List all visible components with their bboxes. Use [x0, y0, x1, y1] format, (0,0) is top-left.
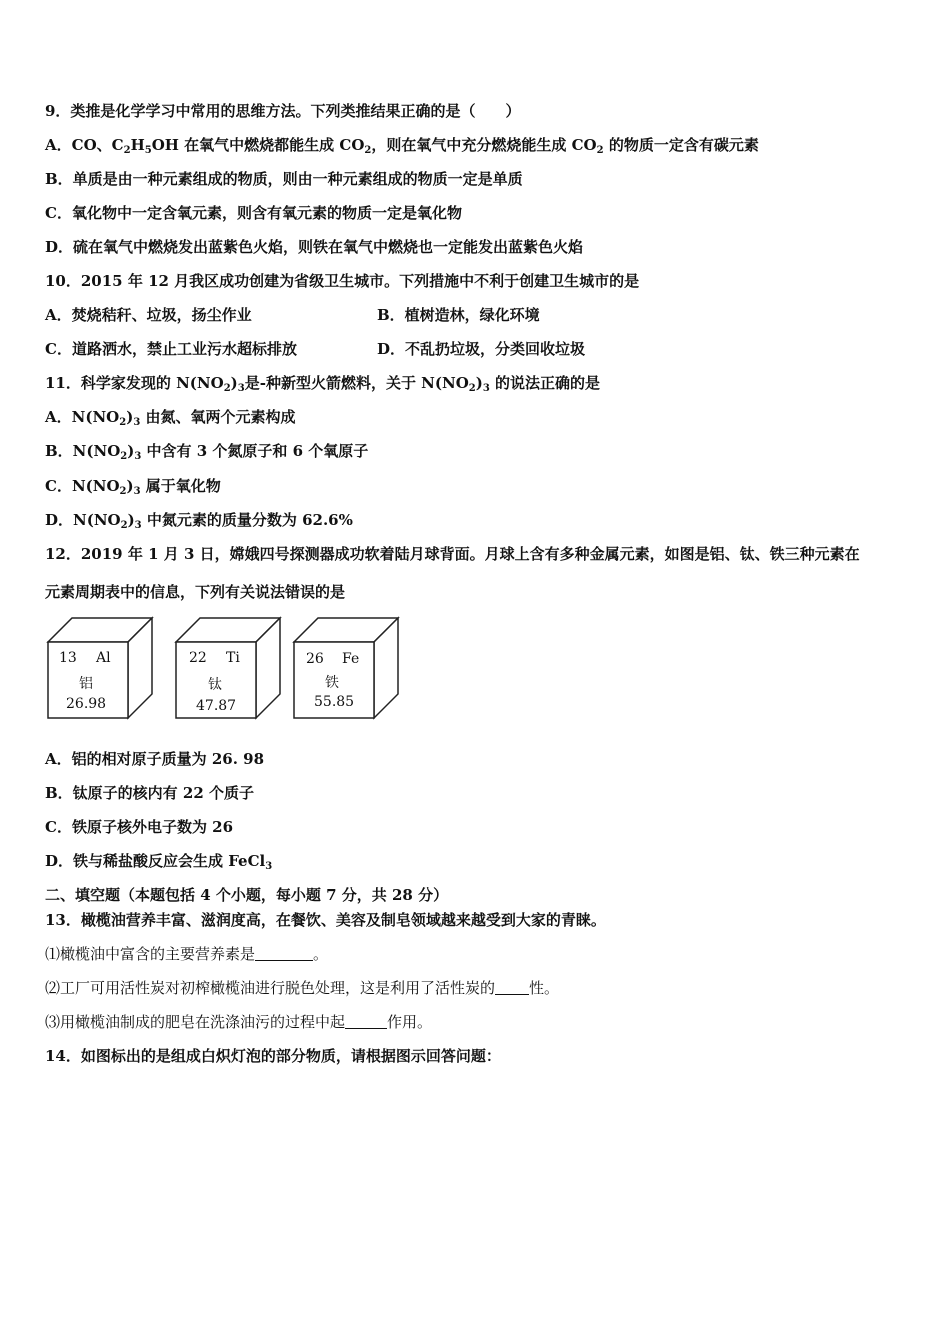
q12-option-a: A．铝的相对原子质量为 26. 98 — [45, 750, 265, 768]
q13-stem: 13．橄榄油营养丰富、滋润度高，在餐饮、美容及制皂领域越来越受到大家的青睐。 — [45, 911, 606, 929]
q10-option-a: A．焚烧秸秆、垃圾，扬尘作业 — [45, 306, 252, 324]
element-card-titanium — [174, 616, 284, 722]
q10-option-c: C．道路洒水，禁止工业污水超标排放 — [45, 340, 297, 358]
q13-part-3: ⑶用橄榄油制成的肥皂在洗涤油污的过程中起 作用。 — [45, 1013, 433, 1031]
section-heading: 二、填空题（本题包括 4 个小题，每小题 7 分，共 28 分） — [45, 886, 449, 904]
q11-option-c: C．$N(NO_2)_3$ 属于氧化物 — [45, 477, 221, 497]
answer-blank[interactable] — [495, 980, 529, 995]
element-number: 26 — [306, 651, 324, 667]
answer-blank[interactable] — [345, 1014, 387, 1029]
q12-stem-line1: 12．2019 年 1 月 3 日，嫦娥四号探测器成功软着陆月球背面。月球上含有多种金属元素，如图是铝、钛、铁三种元素在 — [45, 545, 860, 563]
q10-option-d: D．不乱扔垃圾，分类回收垃圾 — [377, 340, 586, 358]
q12-option-b: B．钛原子的核内有 22 个质子 — [45, 784, 254, 802]
q9-stem: 9．类推是化学学习中常用的思维方法。下列类推结果正确的是（ ） — [45, 102, 521, 120]
element-number: 22 — [189, 650, 207, 666]
q11-option-a: A．$N(NO_2)_3$ 由氮、氧两个元素构成 — [45, 408, 296, 428]
element-name: 钛 — [208, 677, 222, 693]
q14-stem: 14．如图标出的是组成白炽灯泡的部分物质，请根据图示回答问题： — [45, 1047, 501, 1065]
q11-stem: 11．科学家发现的 $N(NO_2)_3$是-种新型火箭燃料，关于 $N(NO_2)_3$ 的说法正确的是 — [45, 374, 601, 394]
element-name: 铁 — [325, 675, 339, 691]
element-symbol: Fe — [342, 651, 360, 667]
q10-stem: 10．2015 年 12 月我区成功创建为省级卫生城市。下列措施中不利于创建卫生城市的是 — [45, 272, 640, 290]
element-card-iron — [292, 616, 402, 722]
answer-blank[interactable] — [255, 946, 313, 961]
q12-option-c: C．铁原子核外电子数为 26 — [45, 818, 234, 836]
q11-option-d: D．$N(NO_2)_3$ 中氮元素的质量分数为 62.6% — [45, 511, 353, 531]
q9-option-d: D．硫在氧气中燃烧发出蓝紫色火焰，则铁在氧气中燃烧也一定能发出蓝紫色火焰 — [45, 238, 584, 256]
element-mass: 47.87 — [196, 698, 237, 714]
q13-part-1: ⑴橄榄油中富含的主要营养素是 。 — [45, 945, 329, 963]
q9-option-b: B．单质是由一种元素组成的物质，则由一种元素组成的物质一定是单质 — [45, 170, 523, 188]
q9-option-c: C．氧化物中一定含氧元素，则含有氧元素的物质一定是氧化物 — [45, 204, 462, 222]
q12-option-d: D．铁与稀盐酸反应会生成 FeCl$_3$ — [45, 852, 273, 872]
element-number: 13 — [59, 650, 77, 666]
element-card-aluminum — [46, 616, 156, 722]
q12-stem-line2: 元素周期表中的信息，下列有关说法错误的是 — [45, 583, 346, 601]
q9-option-a: A．CO、$C_2H_5OH$ 在氧气中燃烧都能生成 $CO_2$，则在氧气中充分燃烧能生成 $CO_2$ 的物质一定含有碳元素 — [45, 136, 759, 156]
q10-option-b: B．植树造林，绿化环境 — [377, 306, 540, 324]
q13-part-2: ⑵工厂可用活性炭对初榨橄榄油进行脱色处理，这是利用了活性炭的 性。 — [45, 979, 560, 997]
element-mass: 26.98 — [66, 696, 107, 712]
element-mass: 55.85 — [314, 694, 355, 710]
q11-option-b: B．$N(NO_2)_3$ 中含有 3 个氮原子和 6 个氧原子 — [45, 442, 369, 462]
element-symbol: Ti — [226, 650, 240, 666]
element-symbol: Al — [96, 650, 111, 666]
element-name: 铝 — [79, 676, 93, 692]
